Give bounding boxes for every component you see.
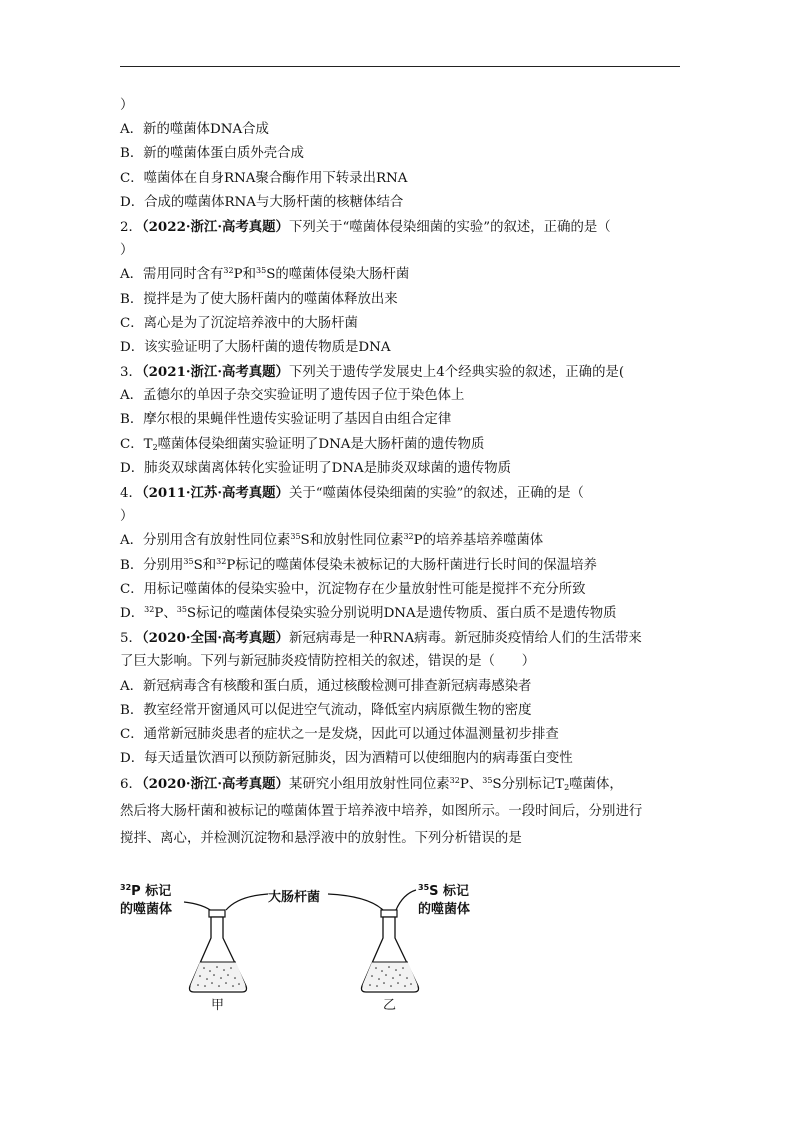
header-rule bbox=[120, 66, 680, 67]
right-label-line-1: $^{35}$S 标记 bbox=[418, 883, 470, 899]
flask-right bbox=[362, 910, 419, 992]
q2-source: （2022·浙江·高考真题） bbox=[141, 218, 289, 235]
q5-stem-line-2: 了巨大影响。下列与新冠肺炎疫情防控相关的叙述，错误的是（ ） bbox=[120, 654, 536, 670]
flask-left-label: 甲 bbox=[211, 998, 225, 1013]
q6-stem-line-3: 搅拌、离心，并检测沉淀物和悬浮液中的放射性。下列分析错误的是 bbox=[120, 831, 522, 847]
q4-source: （2011·江苏·高考真题） bbox=[141, 485, 289, 501]
q2-stem: 2．（2022·浙江·高考真题）下列关于“噬菌体侵染细菌的实验”的叙述，正确的是（ bbox=[120, 218, 611, 235]
q5-source: （2020·全国·高考真题） bbox=[141, 630, 289, 647]
right-pointer-line bbox=[396, 890, 416, 910]
q4-option-b: B．分别用$^{35}$S和$^{32}$P标记的噬菌体侵染未被标记的大肠杆菌进行长时间的保温培养 bbox=[120, 556, 597, 573]
q2-option-a: A．需用同时含有$^{32}$P和$^{35}$S的噬菌体侵染大肠杆菌 bbox=[120, 266, 410, 283]
q3-option-c: C．$T_2$噬菌体侵染细菌实验证明了DNA是大肠杆菌的遗传物质 bbox=[120, 436, 485, 452]
q3-option-d: D．肺炎双球菌离体转化实验证明了DNA是肺炎双球菌的遗传物质 bbox=[120, 460, 512, 476]
q4-option-c: C．用标记噬菌体的侵染实验中，沉淀物存在少量放射性可能是搅拌不充分所致 bbox=[120, 581, 586, 597]
center-right-pointer-line bbox=[328, 894, 383, 910]
q4-option-a: A．分别用含有放射性同位素$^{35}$S和放射性同位素$^{32}$P的培养基培养噬菌体 bbox=[120, 532, 544, 549]
q3-stem: 3．（2021·浙江·高考真题）下列关于遗传学发展史上4个经典实验的叙述，正确的是( bbox=[120, 364, 625, 381]
q5-option-a: A．新冠病毒含有核酸和蛋白质，通过核酸检测可排查新冠病毒感染者 bbox=[120, 678, 532, 694]
q3-source: （2021·浙江·高考真题） bbox=[141, 364, 289, 381]
q2-close-paren: ） bbox=[120, 243, 134, 259]
q1-option-b: B．新的噬菌体蛋白质外壳合成 bbox=[120, 146, 304, 162]
q1-option-a: A．新的噬菌体DNA合成 bbox=[120, 122, 269, 138]
question-1-close-paren: ） bbox=[120, 98, 134, 113]
left-label-line-1: $^{32}$P 标记 bbox=[120, 883, 172, 899]
right-label-line-2: 的噬菌体 bbox=[418, 902, 471, 917]
flask-left bbox=[190, 910, 247, 992]
flask-figure bbox=[118, 876, 508, 1016]
q4-close-paren: ） bbox=[120, 509, 134, 525]
q4-stem: 4．（2011·江苏·高考真题）关于“噬菌体侵染细菌的实验”的叙述，正确的是（ bbox=[120, 485, 584, 501]
q5-option-c: C．通常新冠肺炎患者的症状之一是发烧，因此可以通过体温测量初步排查 bbox=[120, 726, 559, 742]
q2-option-b: B．搅拌是为了使大肠杆菌内的噬菌体释放出来 bbox=[120, 291, 398, 307]
q2-option-d: D．该实验证明了大肠杆菌的遗传物质是DNA bbox=[120, 339, 391, 355]
center-left-pointer-line bbox=[226, 894, 268, 910]
q6-stem-line-2: 然后将大肠杆菌和被标记的噬菌体置于培养液中培养，如图所示。一段时间后，分别进行 bbox=[120, 804, 643, 820]
q1-option-c: C．噬菌体在自身RNA聚合酶作用下转录出RNA bbox=[120, 170, 408, 186]
flask-right-label: 乙 bbox=[383, 998, 397, 1013]
left-label-line-2: 的噬菌体 bbox=[120, 902, 173, 917]
q3-option-b: B．摩尔根的果蝇伴性遗传实验证明了基因自由组合定律 bbox=[120, 412, 452, 428]
q2-option-c: C．离心是为了沉淀培养液中的大肠杆菌 bbox=[120, 315, 358, 331]
q5-option-b: B．教室经常开窗通风可以促进空气流动，降低室内病原微生物的密度 bbox=[120, 702, 532, 718]
flask-diagram bbox=[118, 876, 508, 1016]
q6-stem: 6．（2020·浙江·高考真题）某研究小组用放射性同位素$^{32}$P、$^{35}$S分别标记$T_2$噬菌体， bbox=[120, 776, 623, 793]
q5-stem: 5．（2020·全国·高考真题）新冠病毒是一种RNA病毒。新冠肺炎疫情给人们的生活带来 bbox=[120, 630, 642, 647]
q6-source: （2020·浙江·高考真题） bbox=[141, 776, 289, 793]
center-label: 大肠杆菌 bbox=[268, 890, 321, 905]
q3-option-a: A．孟德尔的单因子杂交实验证明了遗传因子位于染色体上 bbox=[120, 388, 465, 404]
q5-option-d: D．每天适量饮酒可以预防新冠肺炎，因为酒精可以使细胞内的病毒蛋白变性 bbox=[120, 751, 573, 767]
q1-option-d: D．合成的噬菌体RNA与大肠杆菌的核糖体结合 bbox=[120, 194, 404, 210]
q4-option-d: D．$^{32}$P、$^{35}$S标记的噬菌体侵染实验分别说明DNA是遗传物质、蛋白质不是遗传物质 bbox=[120, 604, 617, 621]
question-content bbox=[120, 94, 682, 852]
